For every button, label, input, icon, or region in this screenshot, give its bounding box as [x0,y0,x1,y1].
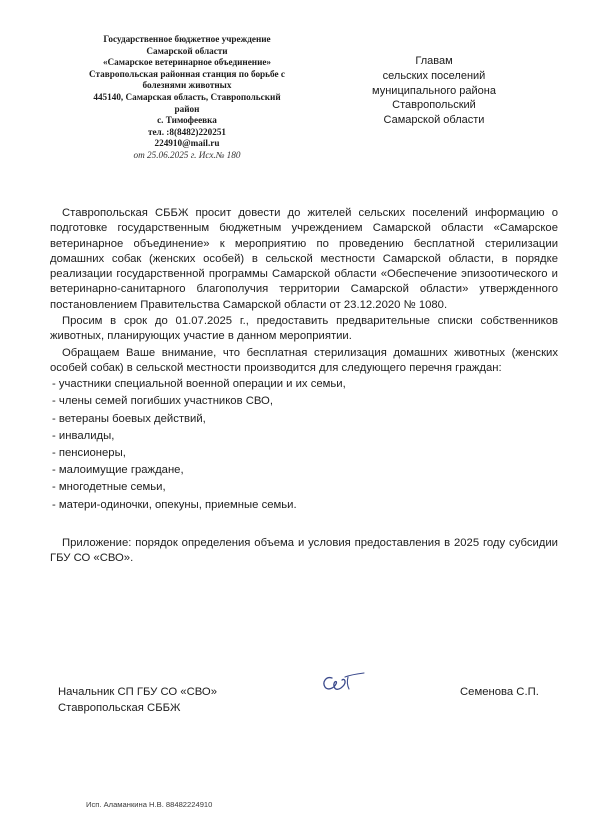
list-item: - ветераны боевых действий, [52,412,206,425]
letter-body [50,206,558,566]
list-item: - пенсионеры, [52,447,126,460]
list-item: - члены семей погибших участников СВО, [52,395,273,408]
recipient-line: муниципального района [372,84,496,97]
sender-line: Государственное бюджетное учреждение [103,34,271,44]
sender-line: 445140, Самарская область, Ставропольский [93,91,281,102]
recipient-block [330,54,538,128]
recipient-line: Самарской области [383,114,485,127]
attention-paragraph: Обращаем Ваше внимание, что бесплатная стерилизация домашних животных (женских особей собак) в сельской местности производится для следующего перечня граждан: [50,346,558,374]
attachment-note: Приложение: порядок определения объема и условия предоставления в 2025 году субсидии ГБУ СО «СВО». [50,536,558,565]
list-item: - инвалиды, [52,429,115,442]
sender-line: болезнями животных [142,80,232,91]
deadline-paragraph: Просим в срок до 01.07.2025 г., предоставить предварительные списки собственников животных, планирующих участие в данном мероприятии. [50,315,558,343]
list-item: - малоимущие граждане, [52,464,184,477]
outgoing-number: от 25.06.2025 г. Исх.№ 180 [133,149,241,160]
list-item: - многодетные семьи, [52,481,166,494]
signatory-name: Семенова С.П. [460,686,539,698]
sender-line: 224910@mail.ru [154,138,220,149]
sender-line: тел. :8(8482)220251 [147,126,227,137]
sender-line: Ставропольская районная станция по борьбе с [89,68,285,79]
request-paragraph: Ставропольская СББЖ просит довести до жителей сельских поселений информацию о подготовке государственным бюджетным учреждением Самарской области «Самарское ветеринарное объединение» к мероприятию по проведению бесплатной стерилизации домашних собак (женских особей) в сельской местности Самарской области, в порядке реализации государственной программы Самарской области «Обеспечение эпизоотического и ветеринарно-санитарного благополучия территории Самарской области» утвержденного постановлением Правительства Самарской области от 23.12.2020 № 1080. [50,207,558,311]
sender-line: район [174,103,200,114]
position-line: Начальник СП ГБУ СО «СВО» [58,686,217,698]
sender-line: «Самарское ветеринарное объединение» [102,57,272,68]
sender-line: Самарской области [146,45,228,56]
recipient-line: Главам [415,55,453,67]
eligible-citizens-list [52,376,558,514]
sender-line: с. Тимофеевка [157,115,217,126]
signatory-position [58,684,217,717]
sender-block [72,34,302,162]
list-item: - матери-одиночки, опекуны, приемные семьи. [52,498,297,511]
recipient-line: Ставропольский [392,99,476,112]
handwritten-signature [318,668,376,696]
recipient-line: сельских поселений [382,69,486,82]
position-line: Ставропольская СББЖ [58,702,181,715]
list-item: - участники специальной военной операции и их семьи, [52,378,346,391]
executor-note: Исп. Аламанкина Н.В. 88482224910 [86,800,213,809]
